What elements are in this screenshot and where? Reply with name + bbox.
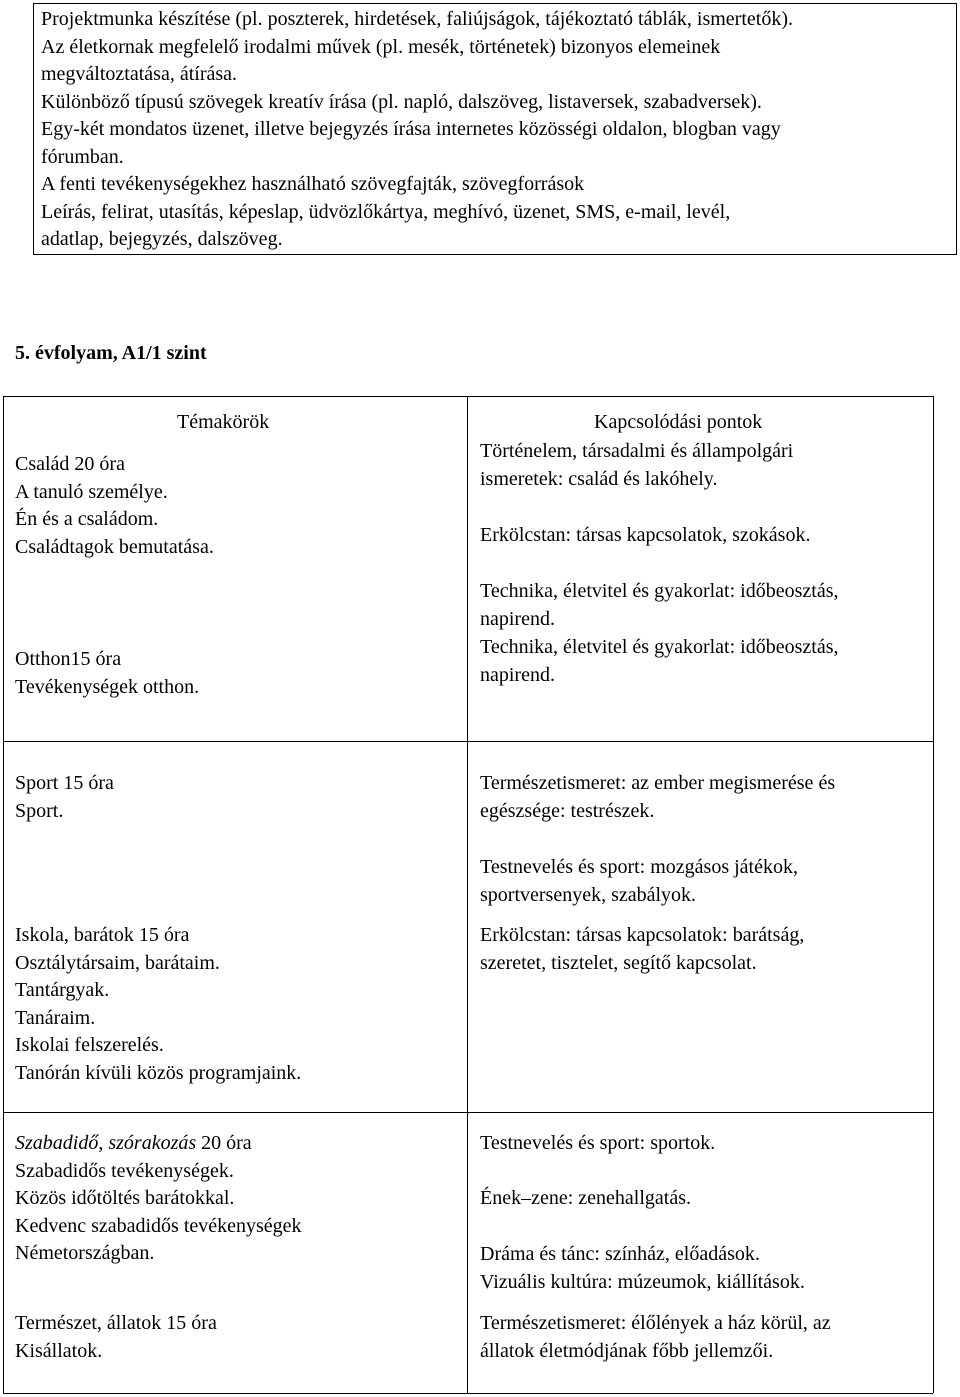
topic-free-time (15, 1130, 455, 1268)
topic-item: Kedvenc szabadidős tevékenységek (15, 1214, 302, 1237)
topic-school (15, 922, 455, 1087)
topic-title-hours: 20 óra (196, 1132, 252, 1154)
connection-line: Vizuális kultúra: múzeumok, kiállítások. (480, 1270, 805, 1293)
connection-group (480, 1185, 935, 1213)
activities-box (33, 3, 957, 255)
connection-group (480, 1130, 935, 1158)
connection-line: napirend. (480, 607, 555, 630)
topic-item: Családtagok bemutatása. (15, 535, 214, 558)
connection-line: Technika, életvitel és gyakorlat: időbeosztás, (480, 580, 839, 602)
connection-line: szeretet, tisztelet, segítő kapcsolat. (480, 951, 757, 974)
connection-line: Testnevelés és sport: sportok. (480, 1132, 716, 1154)
box-line: Különböző típusú szövegek kreatív írása (pl. napló, dalszöveg, listaversek, szabadversek). (41, 90, 762, 113)
topic-title: Otthon15 óra (15, 648, 122, 670)
connection-group (480, 1310, 935, 1365)
topic-title: Természet, állatok 15 óra (15, 1312, 217, 1334)
topic-title (15, 1130, 455, 1158)
box-line: megváltoztatása, átírása. (41, 63, 238, 85)
connection-line: sportversenyek, szabályok. (480, 883, 697, 906)
connection-line: Dráma és tánc: színház, előadások. (480, 1243, 760, 1265)
column-header-topics: Témakörök (177, 411, 270, 433)
table-row-divider (3, 741, 933, 742)
connection-line: állatok életmódjának főbb jellemzői. (480, 1339, 774, 1362)
topic-item: Iskolai felszerelés. (15, 1034, 164, 1056)
topic-family (15, 451, 455, 561)
box-line: Az életkornak megfelelő irodalmi művek (pl. mesék, történetek) bizonyos elemeinek (41, 35, 721, 58)
topic-sport (15, 770, 455, 825)
box-line: adatlap, bejegyzés, dalszöveg. (41, 228, 283, 250)
connection-group (480, 634, 935, 689)
connection-group (480, 522, 935, 550)
topic-item: Közös időtöltés barátokkal. (15, 1187, 235, 1209)
box-line: Projektmunka készítése (pl. poszterek, hirdetések, faliújságok, tájékoztató táblák, ismertetők). (41, 8, 793, 30)
connection-line: Testnevelés és sport: mozgásos játékok, (480, 856, 798, 878)
table-border-top (3, 396, 933, 397)
topic-home (15, 646, 455, 701)
topic-title: Iskola, barátok 15 óra (15, 924, 190, 946)
box-line: A fenti tevékenységekhez használható szövegfajták, szövegforrások (41, 173, 585, 195)
topic-item: Szabadidős tevékenységek. (15, 1159, 234, 1182)
connection-line: Technika, életvitel és gyakorlat: időbeosztás, (480, 636, 839, 658)
topic-item: Sport. (15, 799, 64, 822)
connection-group (480, 922, 935, 977)
connection-line: napirend. (480, 663, 555, 686)
table-column-divider (467, 396, 468, 1393)
connection-line: Természetismeret: az ember megismerése és (480, 772, 836, 794)
connection-line: egészsége: testrészek. (480, 799, 655, 822)
topic-item: Tevékenységek otthon. (15, 675, 200, 698)
box-line: fórumban. (41, 145, 124, 168)
connection-line: ismeretek: család és lakóhely. (480, 467, 718, 490)
topic-item: Tanórán kívüli közös programjaink. (15, 1061, 302, 1084)
topic-item: Én és a családom. (15, 508, 159, 530)
box-line: Egy-két mondatos üzenet, illetve bejegyzés írása internetes közösségi oldalon, blogban vagy (41, 118, 781, 140)
grade-heading: 5. évfolyam, A1/1 szint (15, 342, 207, 364)
topic-item: Németországban. (15, 1242, 155, 1264)
topic-title: Család 20 óra (15, 453, 125, 475)
connection-line: Természetismeret: élőlények a ház körül, az (480, 1312, 831, 1334)
connection-group (480, 1241, 935, 1296)
connection-line: Történelem, társadalmi és állampolgári (480, 440, 794, 462)
table-border-left (3, 396, 4, 1393)
connection-line: Erkölcstan: társas kapcsolatok, szokások. (480, 524, 811, 546)
topic-title-italic: Szabadidő, szórakozás (15, 1132, 197, 1154)
connection-group (480, 854, 935, 909)
table-row-divider (3, 1112, 933, 1113)
topic-item: Kisállatok. (15, 1339, 103, 1362)
topic-item: Osztálytársaim, barátaim. (15, 951, 220, 974)
connection-line: Erkölcstan: társas kapcsolatok: barátság, (480, 924, 805, 946)
topic-item: Tantárgyak. (15, 979, 110, 1001)
column-header-connections: Kapcsolódási pontok (594, 411, 763, 433)
table-border-bottom (3, 1393, 933, 1394)
connection-group (480, 578, 935, 633)
connection-group (480, 438, 935, 493)
topic-title: Sport 15 óra (15, 772, 114, 794)
connection-group (480, 770, 935, 825)
topic-item: Tanáraim. (15, 1006, 96, 1029)
topic-item: A tanuló személye. (15, 480, 168, 503)
connection-line: Ének–zene: zenehallgatás. (480, 1187, 691, 1209)
topic-nature (15, 1310, 455, 1365)
box-line: Leírás, felirat, utasítás, képeslap, üdvözlőkártya, meghívó, üzenet, SMS, e-mail, levél, (41, 200, 731, 223)
